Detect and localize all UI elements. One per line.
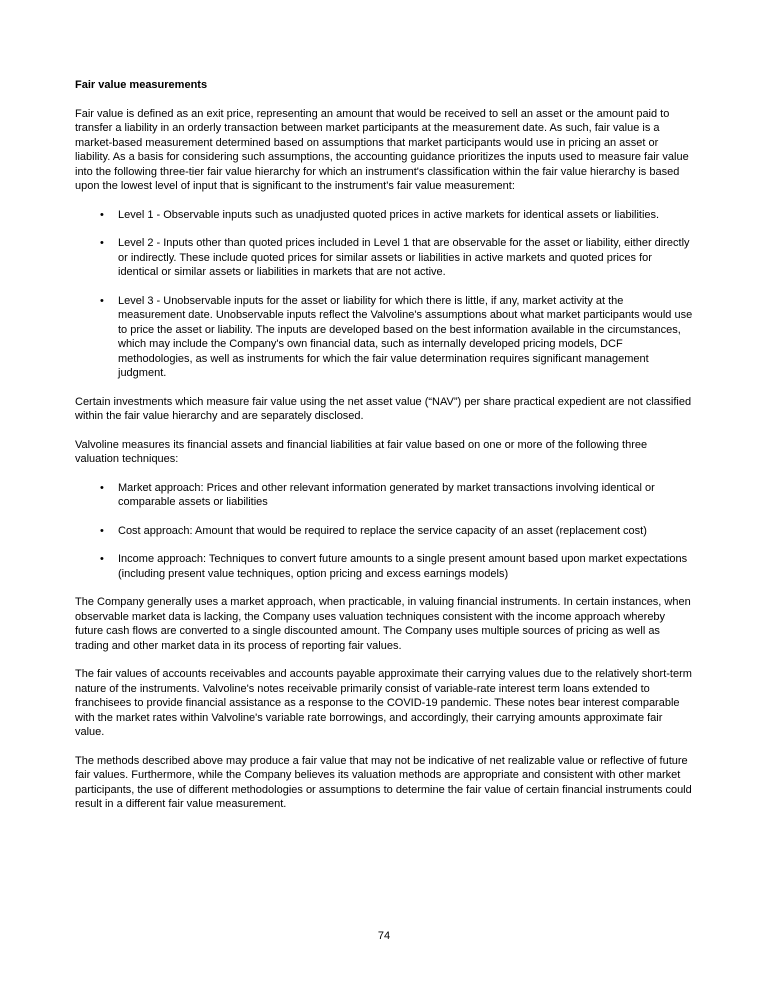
paragraph-fair-value-definition: Fair value is defined as an exit price, representing an amount that would be received to sell an asset or the amount paid to transfer a liability in an orderly transaction between market participants at the measurement date. As such, fair value is a market-based measurement determined based on assumptions that market participants would use in pricing an asset or liability. As a basis for considering such assumptions, the accounting guidance prioritizes the inputs used to measure fair value into the following three-tier fair value hierarchy for which an instrument's classification within the fair value hierarchy is based upon the lowest level of input that is significant to the instrument's fair value measurement: bbox=[75, 107, 689, 192]
fair-value-hierarchy-list bbox=[75, 208, 693, 381]
list-item-income-approach bbox=[100, 552, 693, 581]
list-item-text: Level 1 - Observable inputs such as unadjusted quoted prices in active markets for identical assets or liabilities. bbox=[118, 208, 660, 221]
page-content bbox=[75, 78, 693, 826]
list-item-cost-approach bbox=[100, 524, 693, 539]
valuation-techniques-list bbox=[75, 481, 693, 582]
paragraph-receivables: The fair values of accounts receivables and accounts payable approximate their carrying values due to the relatively short-term nature of the instruments. Valvoline's notes receivable primarily consist of variable-rate interest term loans extended to franchisees to provide financial assistance as a response to the COVID-19 pandemic. These notes bear interest comparable with the market rates within Valvoline's variable rate borrowings, and accordingly, their carrying amounts approximate fair value. bbox=[75, 668, 692, 738]
paragraph-nav: Certain investments which measure fair value using the net asset value (“NAV”) per share practical expedient are not classified within the fair value hierarchy and are separately disclosed. bbox=[75, 395, 692, 422]
list-item-level-2 bbox=[100, 236, 693, 280]
list-item-level-3 bbox=[100, 294, 693, 381]
list-item-text: Level 2 - Inputs other than quoted prices included in Level 1 that are observable for the asset or liability, either directly or indirectly. These include quoted prices for similar assets or liabilities in active markets and quoted prices for identical or similar assets or liabilities in markets that are not active. bbox=[118, 237, 690, 278]
section-heading: Fair value measurements bbox=[75, 79, 208, 91]
list-item-text: Income approach: Techniques to convert future amounts to a single present amount based upon market expectations (including present value techniques, option pricing and excess earnings models) bbox=[118, 553, 688, 580]
list-item-level-1 bbox=[100, 208, 693, 223]
list-item-text: Cost approach: Amount that would be required to replace the service capacity of an asset (replacement cost) bbox=[118, 524, 647, 537]
list-item-text: Level 3 - Unobservable inputs for the asset or liability for which there is little, if any, market activity at the measurement date. Unobservable inputs reflect the Valvoline's assumptions about what market participants would use to price the asset or liability. The inputs are developed based on the best information available in the circumstances, which may include the Company's own financial data, such as internally developed pricing models, DCF methodologies, as well as instruments for which the fair value determination requires significant management judgment. bbox=[118, 294, 693, 379]
paragraph-valuation-intro: Valvoline measures its financial assets and financial liabilities at fair value based on one or more of the following three valuation techniques: bbox=[75, 438, 648, 465]
bullet-icon: • bbox=[100, 481, 104, 494]
bullet-icon: • bbox=[100, 553, 104, 565]
paragraph-methods-caveat: The methods described above may produce a fair value that may not be indicative of net realizable value or reflective of future fair values. Furthermore, while the Company believes its valuation methods are appropriate and consistent with other market participants, the use of different methodologies or assumptions to determine the fair value of certain financial instruments could result in a different fair value measurement. bbox=[75, 754, 692, 810]
list-item-market-approach bbox=[100, 481, 693, 510]
bullet-icon: • bbox=[100, 208, 104, 221]
bullet-icon: • bbox=[100, 237, 104, 249]
page-number: 74 bbox=[377, 930, 391, 942]
list-item-text: Market approach: Prices and other relevant information generated by market transactions involving identical or comparable assets or liabilities bbox=[118, 481, 655, 508]
bullet-icon: • bbox=[100, 524, 104, 537]
bullet-icon: • bbox=[100, 294, 104, 307]
paragraph-market-approach-use: The Company generally uses a market approach, when practicable, in valuing financial instruments. In certain instances, when observable market data is lacking, the Company uses valuation techniques consistent with the income approach whereby future cash flows are converted to a single discounted amount. The Company uses multiple sources of pricing as well as trading and other market data in its process of reporting fair values. bbox=[75, 596, 691, 652]
